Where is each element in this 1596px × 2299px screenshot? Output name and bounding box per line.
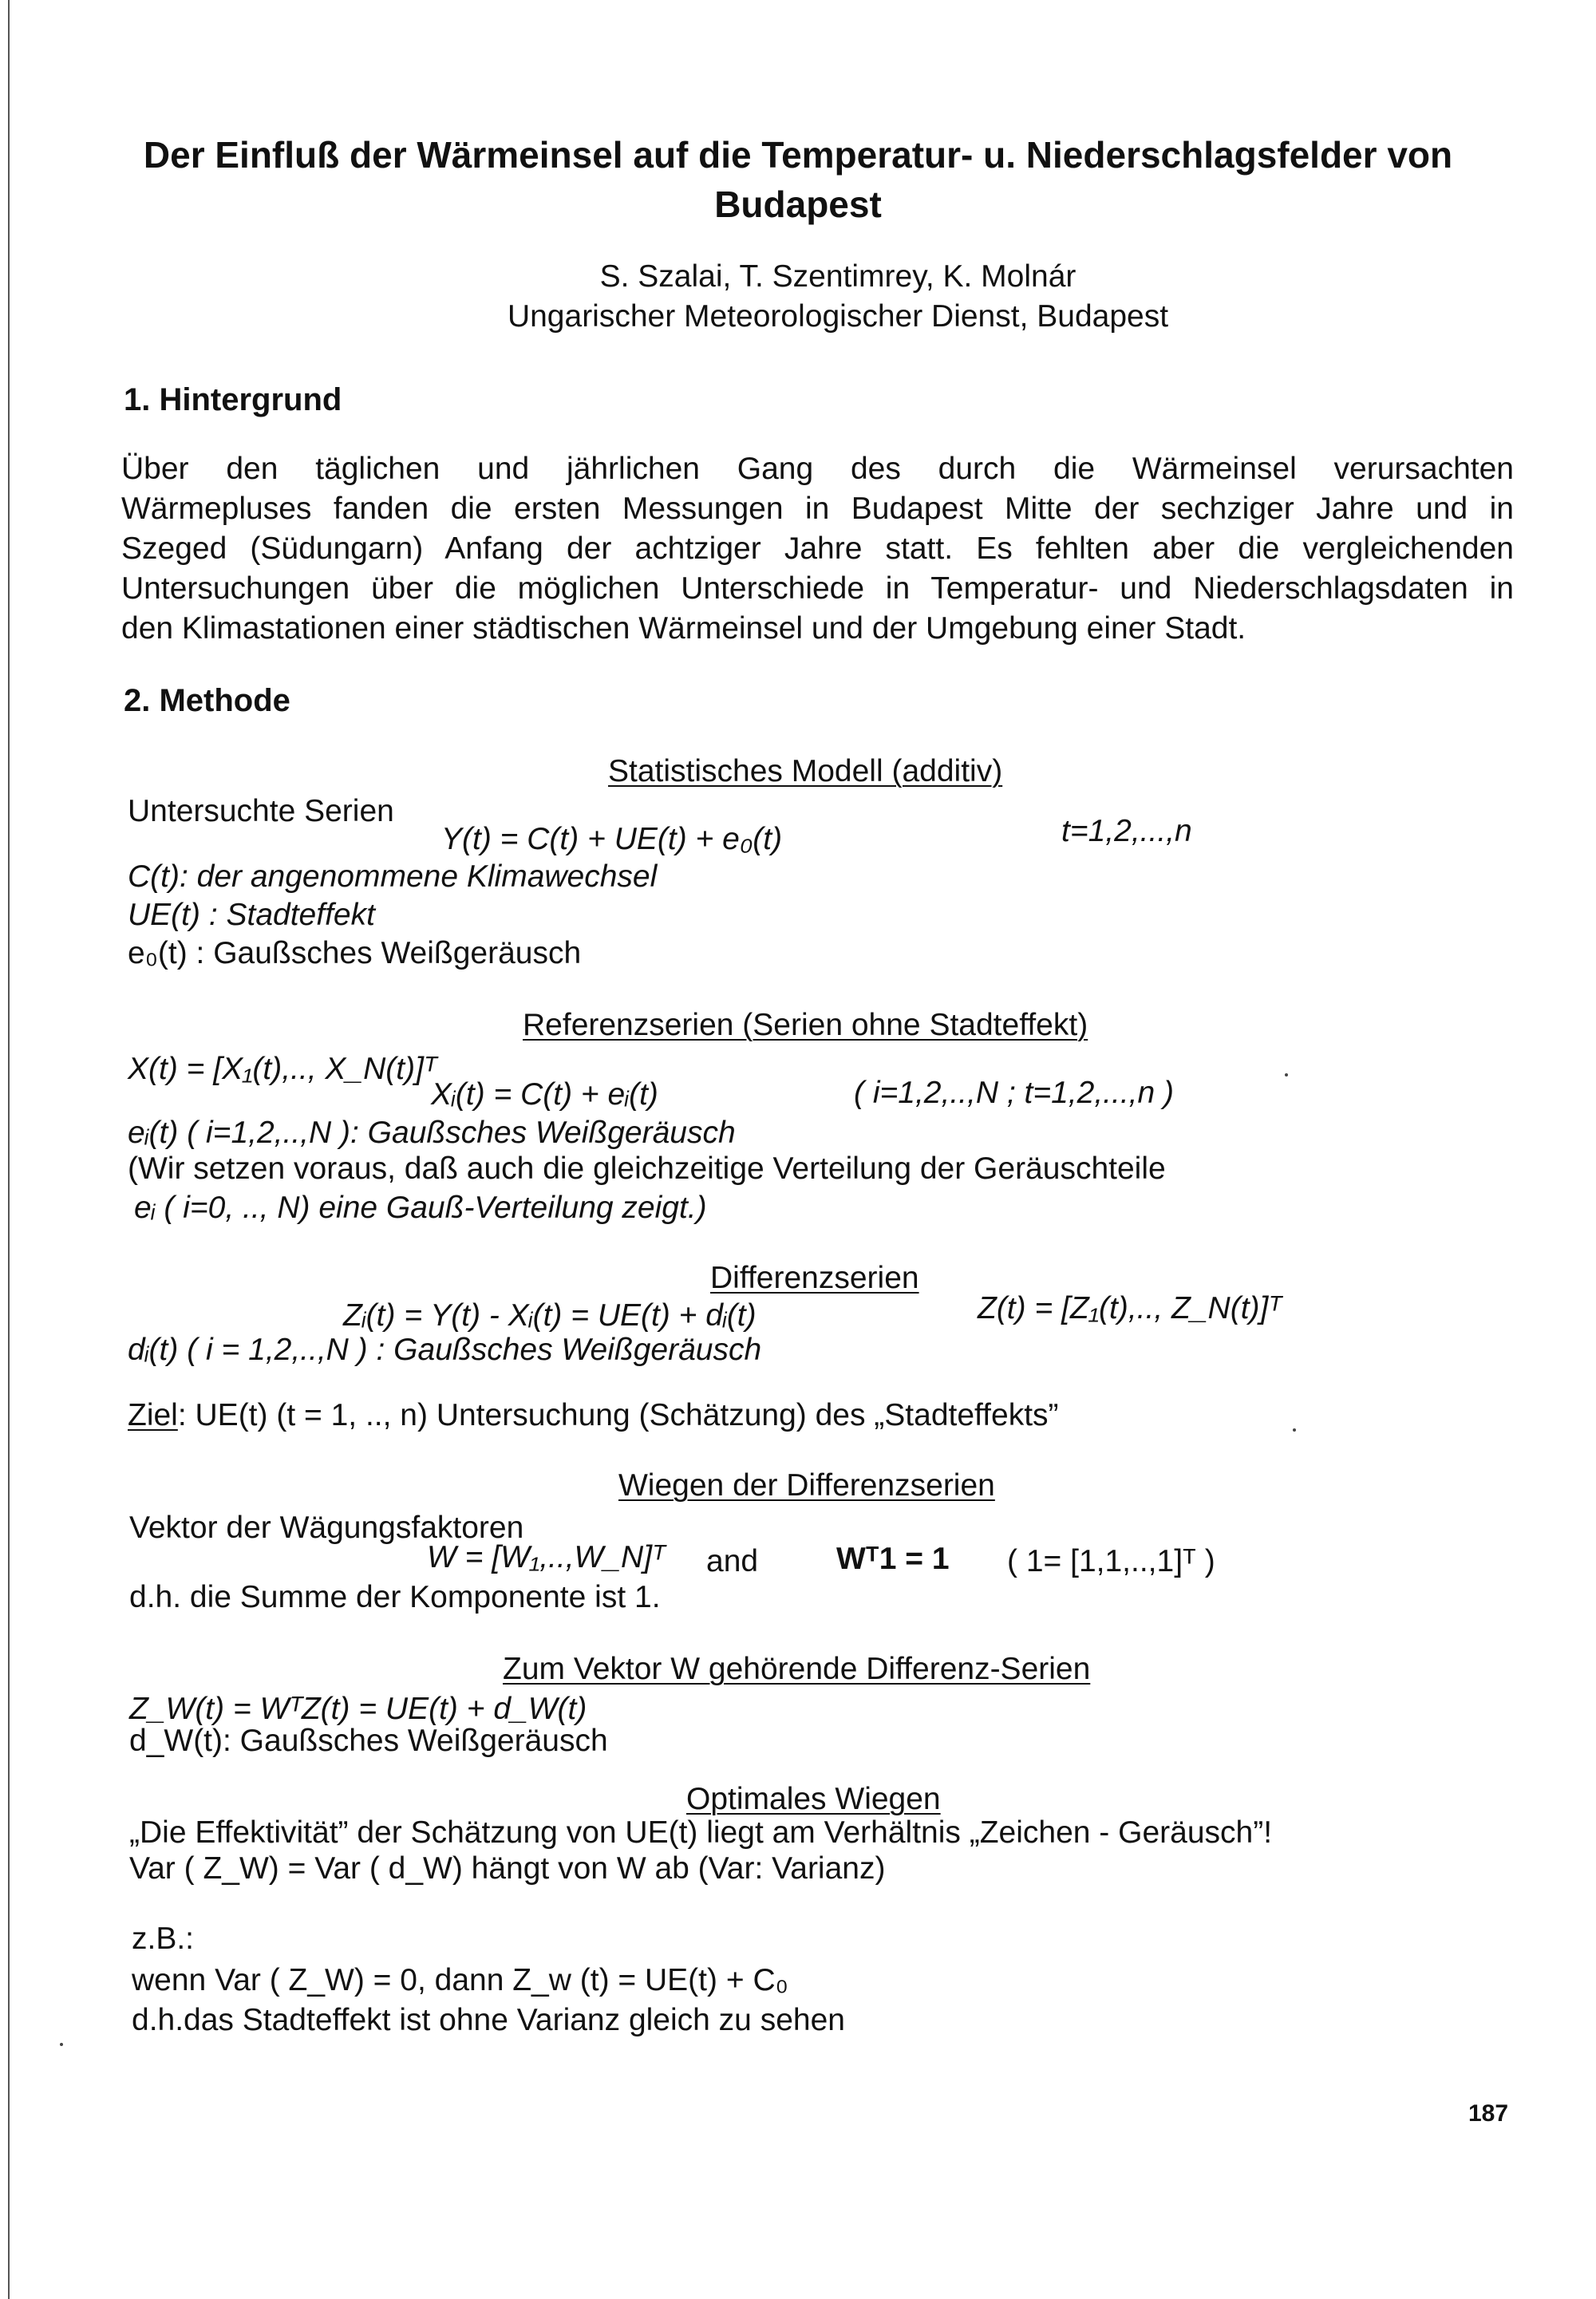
optimal-line-2: Var ( Z_W) = Var ( d_W) hängt von W ab (Var: Varianz) xyxy=(129,1851,886,1886)
paragraph-line: Untersuchungen über die möglichen Unterschiede in Temperatur- und Niederschlagsdaten in xyxy=(121,571,1514,606)
assumption-line-2: eᵢ ( i=0, .., N) eine Gauß-Verteilung zeigt.) xyxy=(134,1191,707,1225)
series-label: Untersuchte Serien xyxy=(128,794,394,828)
example-label: z.B.: xyxy=(132,1922,195,1956)
optimal-subheading: Optimales Wiegen xyxy=(686,1782,941,1816)
reference-vector: X(t) = [X₁(t),.., X_N(t)]ᵀ xyxy=(128,1052,437,1086)
reference-range: ( i=1,2,..,N ; t=1,2,...,n ) xyxy=(854,1076,1175,1110)
paragraph-line: den Klimastationen einer städtischen Wärmeinsel und der Umgebung einer Stadt. xyxy=(121,611,1246,646)
one-vector: ( 1= [1,1,..,1]ᵀ ) xyxy=(1007,1544,1215,1578)
reference-subheading: Referenzserien (Serien ohne Stadteffekt) xyxy=(523,1008,1088,1042)
weighing-vector: W = [W₁,..,W_N]ᵀ xyxy=(427,1540,665,1574)
def-city-effect: UE(t) : Stadteffekt xyxy=(128,898,375,932)
model-subheading: Statistisches Modell (additiv) xyxy=(608,754,1003,788)
paragraph-line: Szeged (Südungarn) Anfang der achtziger Jahre statt. Es fehlten aber die vergleichenden xyxy=(121,531,1514,566)
assumption-line-1: (Wir setzen voraus, daß auch die gleichzeitige Verteilung der Geräuschteile xyxy=(128,1151,1166,1186)
weighing-subheading: Wiegen der Differenzserien xyxy=(618,1468,995,1503)
scan-speck xyxy=(1285,1073,1288,1076)
difference-subheading: Differenzserien xyxy=(710,1261,919,1295)
scan-edge-line xyxy=(8,0,10,2299)
model-equation: Y(t) = C(t) + UE(t) + e₀(t) xyxy=(441,822,783,856)
difference-noise: dᵢ(t) ( i = 1,2,..,N ) : Gaußsches Weißgeräusch xyxy=(128,1333,762,1367)
paragraph-line: Über den täglichen und jährlichen Gang des durch die Wärmeinsel verursachten xyxy=(121,452,1514,486)
affiliation: Ungarischer Meteorologischer Dienst, Budapest xyxy=(507,299,1169,334)
scan-speck xyxy=(60,2043,63,2046)
reference-equation: Xᵢ(t) = C(t) + eᵢ(t) xyxy=(431,1077,658,1112)
goal-label: Ziel xyxy=(128,1398,178,1432)
example-line: wenn Var ( Z_W) = 0, dann Z_w (t) = UE(t) + C₀ xyxy=(132,1963,788,1997)
optimal-line-1: „Die Effektivität” der Schätzung von UE(t) liegt am Verhältnis „Zeichen - Geräusch”! xyxy=(129,1815,1273,1850)
def-noise: e₀(t) : Gaußsches Weißgeräusch xyxy=(128,936,582,970)
paragraph-line: Wärmepluses fanden die ersten Messungen in Budapest Mitte der sechziger Jahre und in xyxy=(121,492,1514,526)
weighing-vector-label: Vektor der Wägungsfaktoren xyxy=(129,1511,524,1545)
section-1-heading: 1. Hintergrund xyxy=(124,382,342,417)
scan-speck xyxy=(1293,1428,1296,1432)
title-line-2: Budapest xyxy=(714,184,882,225)
sum-condition: Wᵀ1 = 1 xyxy=(836,1542,950,1576)
section-1-paragraph xyxy=(121,449,1514,649)
weighted-series-noise: d_W(t): Gaußsches Weißgeräusch xyxy=(129,1724,608,1758)
difference-equation: Zᵢ(t) = Y(t) - Xᵢ(t) = UE(t) + dᵢ(t) xyxy=(343,1298,757,1333)
title-line-1: Der Einfluß der Wärmeinsel auf die Temperatur- u. Niederschlagsfelder von xyxy=(143,134,1453,176)
weighted-series-equation: Z_W(t) = WᵀZ(t) = UE(t) + d_W(t) xyxy=(129,1692,587,1726)
goal-line xyxy=(128,1398,1059,1434)
conclusion-line: d.h.das Stadteffekt ist ohne Varianz gleich zu sehen xyxy=(132,2003,845,2037)
difference-vector: Z(t) = [Z₁(t),.., Z_N(t)]ᵀ xyxy=(978,1291,1281,1325)
model-range: t=1,2,...,n xyxy=(1061,814,1192,848)
and-word: and xyxy=(706,1544,759,1578)
authors: S. Szalai, T. Szentimrey, K. Molnár xyxy=(599,259,1077,294)
weighted-series-subheading: Zum Vektor W gehörende Differenz-Serien xyxy=(503,1652,1091,1686)
page-number: 187 xyxy=(1468,2100,1509,2127)
def-climate: C(t): der angenommene Klimawechsel xyxy=(128,859,658,894)
reference-noise: eᵢ(t) ( i=1,2,..,N ): Gaußsches Weißgeräusch xyxy=(128,1116,736,1150)
goal-text: : UE(t) (t = 1, .., n) Untersuchung (Schätzung) des „Stadteffekts” xyxy=(177,1398,1059,1432)
weighing-explanation: d.h. die Summe der Komponente ist 1. xyxy=(129,1580,661,1614)
section-2-heading: 2. Methode xyxy=(124,683,290,718)
